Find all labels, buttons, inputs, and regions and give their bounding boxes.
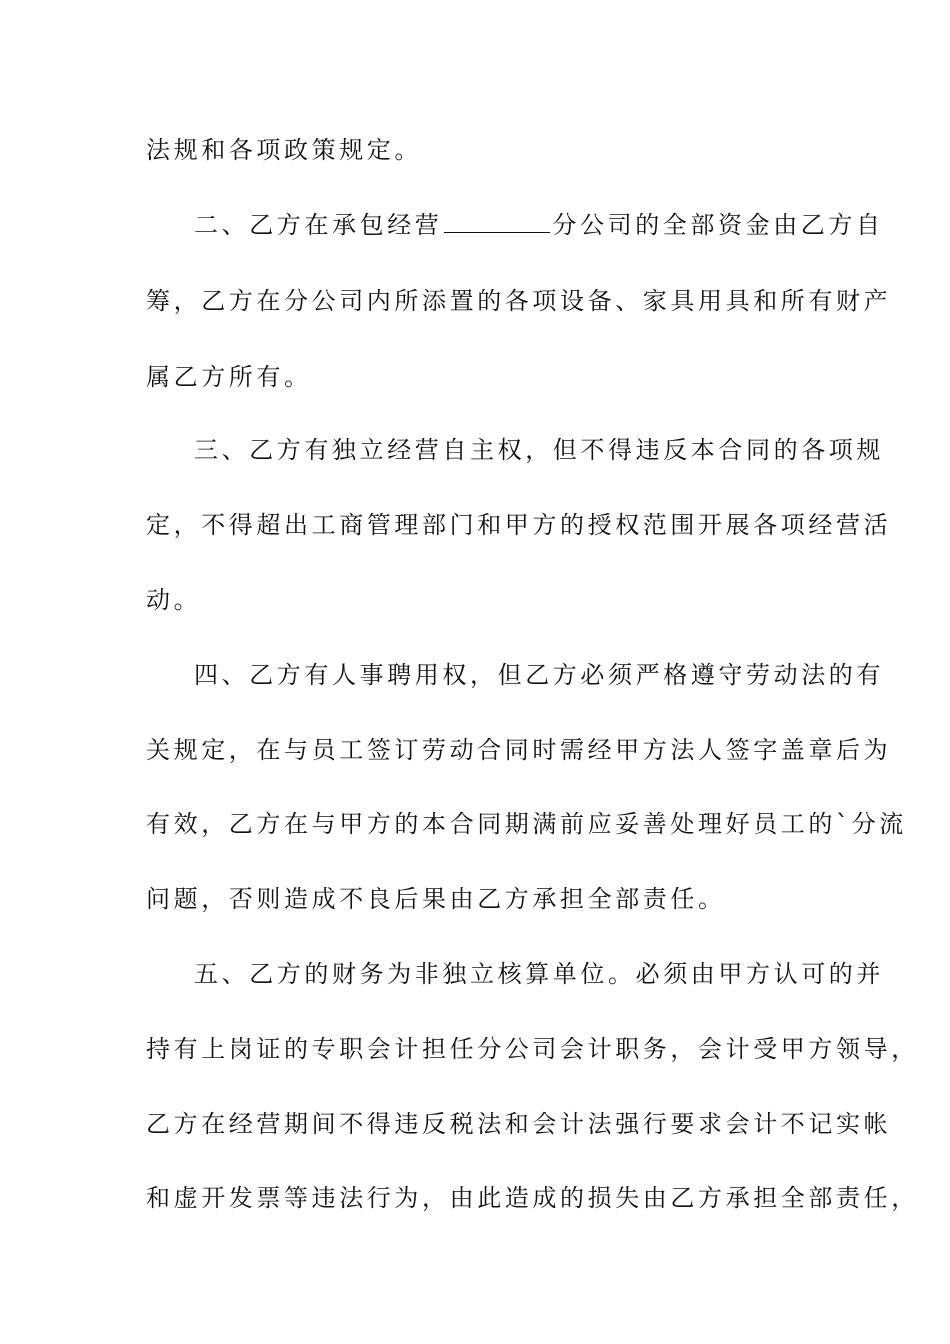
text-line: 关规定，在与员工签订劳动合同时需经甲方法人签字盖章后为 xyxy=(146,736,892,764)
text-line: 法规和各项政策规定。 xyxy=(146,136,422,164)
text-line: 动。 xyxy=(146,586,202,614)
paragraph-2-line-1 xyxy=(194,209,884,241)
text-line: 问题，否则造成不良后果由乙方承担全部责任。 xyxy=(146,885,726,913)
text-segment: 分公司的全部资金由乙方自 xyxy=(552,211,884,239)
text-line: 持有上岗证的专职会计担任分公司会计职务，会计受甲方领导， xyxy=(146,1035,919,1063)
text-line: 筹，乙方在分公司内所添置的各项设备、家具用具和所有财产 xyxy=(146,287,892,315)
text-line: 五、乙方的财务为非独立核算单位。必须由甲方认可的并 xyxy=(194,960,884,988)
text-line: 有效，乙方在与甲方的本合同期满前应妥善处理好员工的`分流 xyxy=(146,810,907,838)
text-line: 和虚开发票等违法行为，由此造成的损失由乙方承担全部责任， xyxy=(146,1184,919,1212)
text-line: 三、乙方有独立经营自主权，但不得违反本合同的各项规 xyxy=(194,436,884,464)
text-line: 乙方在经营期间不得违反税法和会计法强行要求会计不记实帐 xyxy=(146,1110,892,1138)
text-segment: 二、乙方在承包经营 xyxy=(194,211,443,239)
text-line: 定，不得超出工商管理部门和甲方的授权范围开展各项经营活 xyxy=(146,511,892,539)
text-line: 四、乙方有人事聘用权，但乙方必须严格遵守劳动法的有 xyxy=(194,661,884,689)
fill-in-blank xyxy=(444,212,550,233)
text-line: 属乙方所有。 xyxy=(146,363,312,391)
